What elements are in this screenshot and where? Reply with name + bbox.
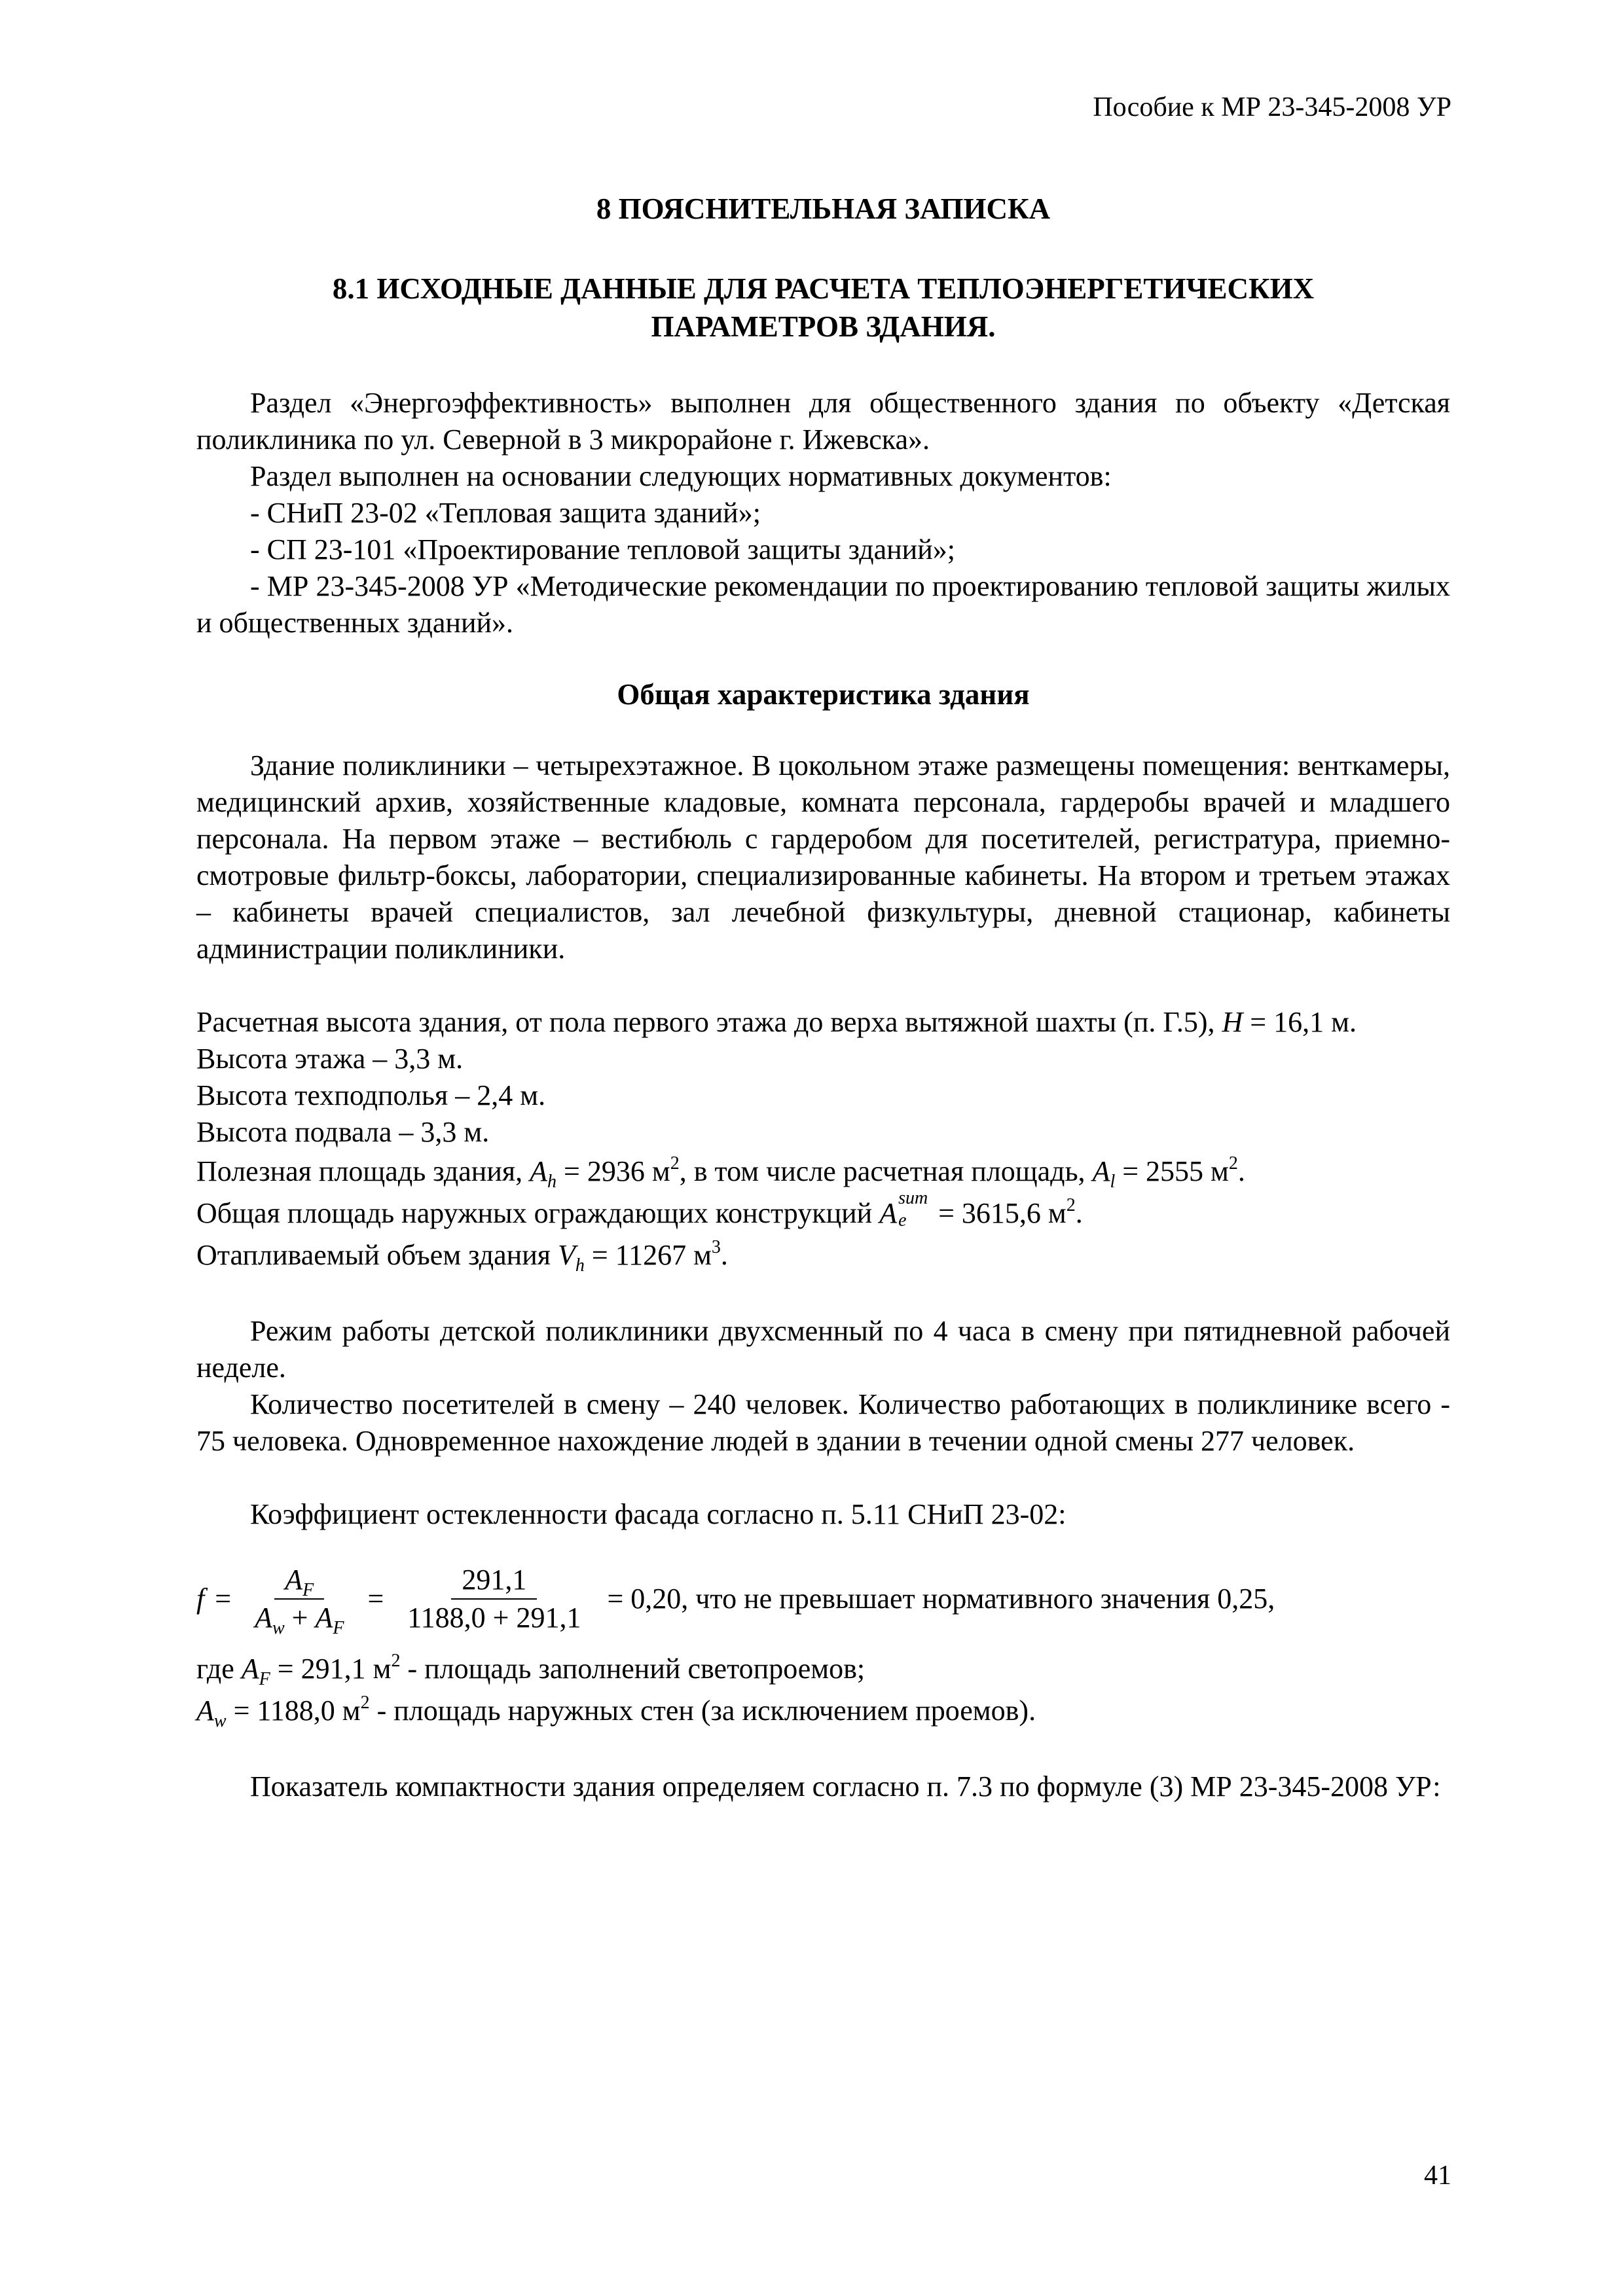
subsection-heading: Общая характеристика здания — [617, 678, 1030, 711]
height-symbol: H — [1222, 1006, 1243, 1038]
enclosure-area: Общая площадь наружных ограждающих конструкций A sum e = 3615,6 $м^2$. — [196, 1188, 1083, 1230]
spacer — [196, 1276, 1450, 1313]
building-height — [196, 1004, 1450, 1041]
intro-paragraph: Раздел «Энергоэффективность» выполнен для общественного здания по объекту «Детская поликлиника по ул. Северной в 3 микрорайоне г. Ижевска». — [196, 387, 1450, 456]
formula-fraction-numeric: $\frac{291,1}{1188,0 + 291,1}$ — [397, 1562, 591, 1636]
spacer — [196, 1460, 1450, 1496]
spacer — [196, 1732, 1450, 1768]
page-number: 41 — [1424, 2161, 1451, 2191]
section-title — [196, 270, 1450, 346]
glazing-formula — [196, 1550, 1450, 1648]
formula-result: = 0,20, что не превышает нормативного значения 0,25, — [607, 1583, 1275, 1615]
useful-area: Полезная площадь здания, $A_h = 2936$ $м^2$, в том числе расчетная площадь, $A_l = 2555$ $м^2$. — [196, 1153, 1245, 1192]
Aw-symbol: $A_w$ — [196, 1695, 227, 1731]
normative-doc-item: - МР 23-345-2008 УР «Методические рекомендации по проектированию тепловой защиты жилых и общественных зданий». — [196, 570, 1450, 639]
Ae-symbol: A sum e — [879, 1188, 928, 1230]
height-text: Расчетная высота здания, от пола первого этажа до верха вытяжной шахты (п. Г.5), — [196, 1006, 1215, 1038]
compactness-intro: Показатель компактности здания определяем согласно п. 7.3 по формуле (3) МР 23-345-2008 УР: — [250, 1770, 1441, 1803]
floor-height: Высота этажа – 3,3 м. — [196, 1043, 464, 1075]
Vh-symbol: $V_h$ — [558, 1239, 585, 1276]
formula-equals: = — [367, 1583, 384, 1615]
chapter-title: 8 ПОЯСНИТЕЛЬНАЯ ЗАПИСКА — [596, 192, 1051, 225]
building-description: Здание поликлиники – четырехэтажное. В цокольном этаже размещены помещения: венткамеры, медицинский архив, хозяйственные кладовые, комната персонала, гардеробы врачей и младшего персонала. На первом этаже – вестибюль с гардеробом для посетителей, регистратура, приемно-смотровые фильтр-боксы, лаборатории, специализированные кабинеты. На втором и третьем этажах – кабинеты врачей специалистов, зал лечебной физкультуры, дневной стационар, кабинеты администрации поликлиники. — [196, 749, 1450, 965]
spacer — [196, 967, 1450, 1004]
AF-symbol: $A_F$ — [241, 1653, 270, 1689]
formula-fraction-symbolic: $\frac{A_F}{A_w + A_F}$ — [244, 1562, 354, 1636]
height-value: = 16,1 м. — [1243, 1006, 1357, 1038]
AF-definition: где $A_F = 291,1$ $м^2$ - площадь заполнений светопроемов; — [196, 1651, 866, 1689]
section-title-line-1: 8.1 ИСХОДНЫЕ ДАННЫЕ ДЛЯ РАСЧЕТА ТЕПЛОЭНЕРГЕТИЧЕСКИХ — [332, 272, 1315, 305]
work-mode: Режим работы детской поликлиники двухсменный по 4 часа в смену при пятидневной рабочей неделе. — [196, 1315, 1450, 1384]
formula-f: f — [196, 1583, 205, 1615]
glazing-intro: Коэффициент остекленности фасада согласно п. 5.11 СНиП 23-02: — [250, 1498, 1067, 1530]
Al-symbol: $A_l$ — [1092, 1155, 1116, 1192]
normative-docs-intro: Раздел выполнен на основании следующих нормативных документов: — [250, 460, 1112, 492]
Ah-symbol: $A_h$ — [530, 1155, 557, 1192]
heated-volume: Отапливаемый объем здания $V_h = 11267$ $м^3$. — [196, 1237, 728, 1276]
section-title-line-2: ПАРАМЕТРОВ ЗДАНИЯ. — [651, 310, 996, 343]
Aw-definition: $A_w = 1188,0$ $м^2$ - площадь наружных стен (за исключением проемов). — [196, 1693, 1036, 1731]
basement-height: Высота подвала – 3,3 м. — [196, 1116, 490, 1148]
visitors-count: Количество посетителей в смену – 240 человек. Количество работающих в поликлинике всего - 75 человека. Одновременное нахождение людей в здании в течении одной смены 277 человек. — [196, 1388, 1450, 1457]
tech-underground-height: Высота техподполья – 2,4 м. — [196, 1079, 546, 1111]
normative-doc-item: - СП 23-101 «Проектирование тепловой защиты зданий»; — [250, 533, 955, 565]
formula-equals: = — [215, 1583, 232, 1615]
normative-doc-item: - СНиП 23-02 «Тепловая защита зданий»; — [250, 497, 761, 529]
page-content — [196, 190, 1450, 1805]
running-header: Пособие к МР 23-345-2008 УР — [1093, 92, 1451, 122]
